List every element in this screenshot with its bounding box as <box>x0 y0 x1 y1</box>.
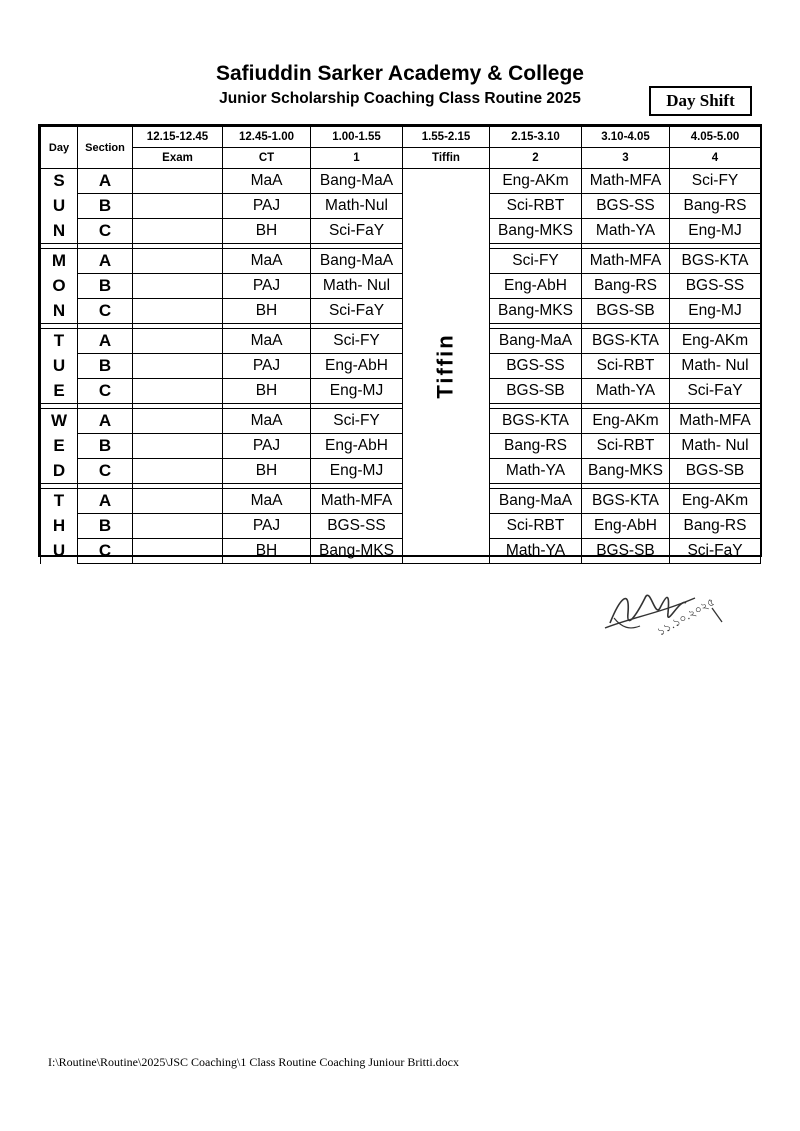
exam-cell <box>133 219 223 244</box>
period-3-cell: Math-YA <box>582 219 670 244</box>
table-row <box>41 274 761 299</box>
period-1-cell: Eng-AbH <box>311 434 403 459</box>
period-1-cell: Sci-FaY <box>311 299 403 324</box>
period-2-cell: Eng-AbH <box>490 274 582 299</box>
exam-cell <box>133 434 223 459</box>
header-time: 2.15-3.10 <box>490 127 582 148</box>
exam-cell <box>133 354 223 379</box>
day-letter: H <box>41 514 78 539</box>
period-4-cell: Math-MFA <box>670 409 761 434</box>
section-cell: A <box>78 409 133 434</box>
header-time: 3.10-4.05 <box>582 127 670 148</box>
period-2-cell: Bang-MKS <box>490 219 582 244</box>
section-cell: A <box>78 169 133 194</box>
ct-cell: BH <box>223 219 311 244</box>
day-letter: N <box>41 299 78 324</box>
period-1-cell: Eng-MJ <box>311 379 403 404</box>
section-cell: B <box>78 354 133 379</box>
day-letter: E <box>41 434 78 459</box>
period-1-cell: Eng-MJ <box>311 459 403 484</box>
period-1-cell: BGS-SS <box>311 514 403 539</box>
exam-cell <box>133 299 223 324</box>
table-row <box>41 489 761 514</box>
period-4-cell: Math- Nul <box>670 354 761 379</box>
ct-cell: PAJ <box>223 274 311 299</box>
header-time: 1.55-2.15 <box>403 127 490 148</box>
period-2-cell: Math-YA <box>490 459 582 484</box>
ct-cell: BH <box>223 459 311 484</box>
table-row <box>41 299 761 324</box>
table-row <box>41 459 761 484</box>
period-2-cell: Sci-RBT <box>490 514 582 539</box>
period-2-cell: Bang-MaA <box>490 489 582 514</box>
day-letter: W <box>41 409 78 434</box>
section-cell: B <box>78 194 133 219</box>
period-3-cell: Bang-MKS <box>582 459 670 484</box>
table-row <box>41 409 761 434</box>
period-4-cell: Eng-AKm <box>670 329 761 354</box>
period-2-cell: Math-YA <box>490 539 582 564</box>
exam-cell <box>133 379 223 404</box>
period-1-cell: Math- Nul <box>311 274 403 299</box>
section-cell: A <box>78 489 133 514</box>
period-3-cell: Math-MFA <box>582 249 670 274</box>
section-cell: A <box>78 249 133 274</box>
file-path-footer: I:\Routine\Routine\2025\JSC Coaching\1 Class Routine Coaching Juniour Britti.docx <box>48 1055 459 1069</box>
signature-date: ১১.১০.২০২৫ <box>655 595 718 639</box>
table-row <box>41 434 761 459</box>
period-2-cell: Eng-AKm <box>490 169 582 194</box>
header-time: 4.05-5.00 <box>670 127 761 148</box>
day-letter: N <box>41 219 78 244</box>
page-title: Safiuddin Sarker Academy & College <box>215 62 584 85</box>
period-2-cell: BGS-SB <box>490 379 582 404</box>
ct-cell: PAJ <box>223 354 311 379</box>
period-2-cell: Sci-RBT <box>490 194 582 219</box>
table-row <box>41 249 761 274</box>
ct-cell: MaA <box>223 489 311 514</box>
header-period-label: 2 <box>490 148 582 169</box>
table-row <box>41 379 761 404</box>
period-4-cell: BGS-KTA <box>670 249 761 274</box>
table-row <box>41 194 761 219</box>
period-4-cell: Sci-FaY <box>670 539 761 564</box>
section-cell: C <box>78 299 133 324</box>
table-row <box>41 539 761 564</box>
period-4-cell: Eng-MJ <box>670 299 761 324</box>
period-3-cell: Math-YA <box>582 379 670 404</box>
day-letter: E <box>41 379 78 404</box>
header-period-label: 3 <box>582 148 670 169</box>
section-cell: B <box>78 514 133 539</box>
period-4-cell: Sci-FY <box>670 169 761 194</box>
section-cell: C <box>78 379 133 404</box>
period-4-cell: Bang-RS <box>670 514 761 539</box>
period-1-cell: Math-MFA <box>311 489 403 514</box>
section-cell: C <box>78 459 133 484</box>
ct-cell: MaA <box>223 329 311 354</box>
day-letter: U <box>41 539 78 564</box>
header-day: Day <box>41 127 78 169</box>
period-3-cell: Sci-RBT <box>582 354 670 379</box>
ct-cell: PAJ <box>223 434 311 459</box>
day-letter: U <box>41 354 78 379</box>
header-time: 12.15-12.45 <box>133 127 223 148</box>
exam-cell <box>133 489 223 514</box>
period-4-cell: Sci-FaY <box>670 379 761 404</box>
header-time: 1.00-1.55 <box>311 127 403 148</box>
ct-cell: BH <box>223 379 311 404</box>
day-letter: D <box>41 459 78 484</box>
period-2-cell: Bang-MKS <box>490 299 582 324</box>
header-period-label: Tiffin <box>403 148 490 169</box>
period-2-cell: Sci-FY <box>490 249 582 274</box>
header-section: Section <box>78 127 133 169</box>
exam-cell <box>133 169 223 194</box>
period-4-cell: BGS-SS <box>670 274 761 299</box>
ct-cell: PAJ <box>223 194 311 219</box>
period-4-cell: Eng-AKm <box>670 489 761 514</box>
section-cell: C <box>78 539 133 564</box>
exam-cell <box>133 514 223 539</box>
section-cell: A <box>78 329 133 354</box>
ct-cell: BH <box>223 539 311 564</box>
period-1-cell: Sci-FY <box>311 329 403 354</box>
exam-cell <box>133 409 223 434</box>
period-4-cell: BGS-SB <box>670 459 761 484</box>
routine-table <box>38 124 762 560</box>
header-row-labels <box>41 148 761 169</box>
period-1-cell: Sci-FaY <box>311 219 403 244</box>
day-letter: T <box>41 329 78 354</box>
section-cell: B <box>78 434 133 459</box>
day-letter: O <box>41 274 78 299</box>
ct-cell: MaA <box>223 169 311 194</box>
header-period-label: 4 <box>670 148 761 169</box>
exam-cell <box>133 194 223 219</box>
period-1-cell: Math-Nul <box>311 194 403 219</box>
header-row-times <box>41 127 761 148</box>
header-time: 12.45-1.00 <box>223 127 311 148</box>
period-1-cell: Sci-FY <box>311 409 403 434</box>
period-2-cell: BGS-SS <box>490 354 582 379</box>
exam-cell <box>133 459 223 484</box>
header-period-label: CT <box>223 148 311 169</box>
section-cell: C <box>78 219 133 244</box>
period-3-cell: Math-MFA <box>582 169 670 194</box>
exam-cell <box>133 249 223 274</box>
shift-badge: Day Shift <box>649 86 752 116</box>
period-1-cell: Bang-MaA <box>311 249 403 274</box>
day-letter: S <box>41 169 78 194</box>
ct-cell: MaA <box>223 249 311 274</box>
period-3-cell: BGS-SB <box>582 539 670 564</box>
ct-cell: BH <box>223 299 311 324</box>
exam-cell <box>133 539 223 564</box>
header-period-label: 1 <box>311 148 403 169</box>
period-1-cell: Bang-MaA <box>311 169 403 194</box>
day-letter: M <box>41 249 78 274</box>
exam-cell <box>133 329 223 354</box>
period-3-cell: BGS-KTA <box>582 329 670 354</box>
period-3-cell: Eng-AKm <box>582 409 670 434</box>
day-letter: T <box>41 489 78 514</box>
period-3-cell: Eng-AbH <box>582 514 670 539</box>
period-3-cell: BGS-SS <box>582 194 670 219</box>
period-3-cell: Sci-RBT <box>582 434 670 459</box>
ct-cell: PAJ <box>223 514 311 539</box>
signature-image <box>600 578 730 648</box>
day-letter: U <box>41 194 78 219</box>
tiffin-column <box>403 169 490 564</box>
tiffin-label: Tiffin <box>432 333 458 399</box>
table-row <box>41 329 761 354</box>
table-row <box>41 219 761 244</box>
period-1-cell: Eng-AbH <box>311 354 403 379</box>
table-row <box>41 354 761 379</box>
period-3-cell: BGS-SB <box>582 299 670 324</box>
period-2-cell: Bang-MaA <box>490 329 582 354</box>
period-4-cell: Math- Nul <box>670 434 761 459</box>
period-4-cell: Eng-MJ <box>670 219 761 244</box>
section-cell: B <box>78 274 133 299</box>
period-2-cell: BGS-KTA <box>490 409 582 434</box>
table-row <box>41 514 761 539</box>
ct-cell: MaA <box>223 409 311 434</box>
period-2-cell: Bang-RS <box>490 434 582 459</box>
period-3-cell: BGS-KTA <box>582 489 670 514</box>
page-subtitle: Junior Scholarship Coaching Class Routine 2025 <box>219 90 581 107</box>
header-period-label: Exam <box>133 148 223 169</box>
table-row <box>41 169 761 194</box>
period-1-cell: Bang-MKS <box>311 539 403 564</box>
exam-cell <box>133 274 223 299</box>
period-4-cell: Bang-RS <box>670 194 761 219</box>
period-3-cell: Bang-RS <box>582 274 670 299</box>
